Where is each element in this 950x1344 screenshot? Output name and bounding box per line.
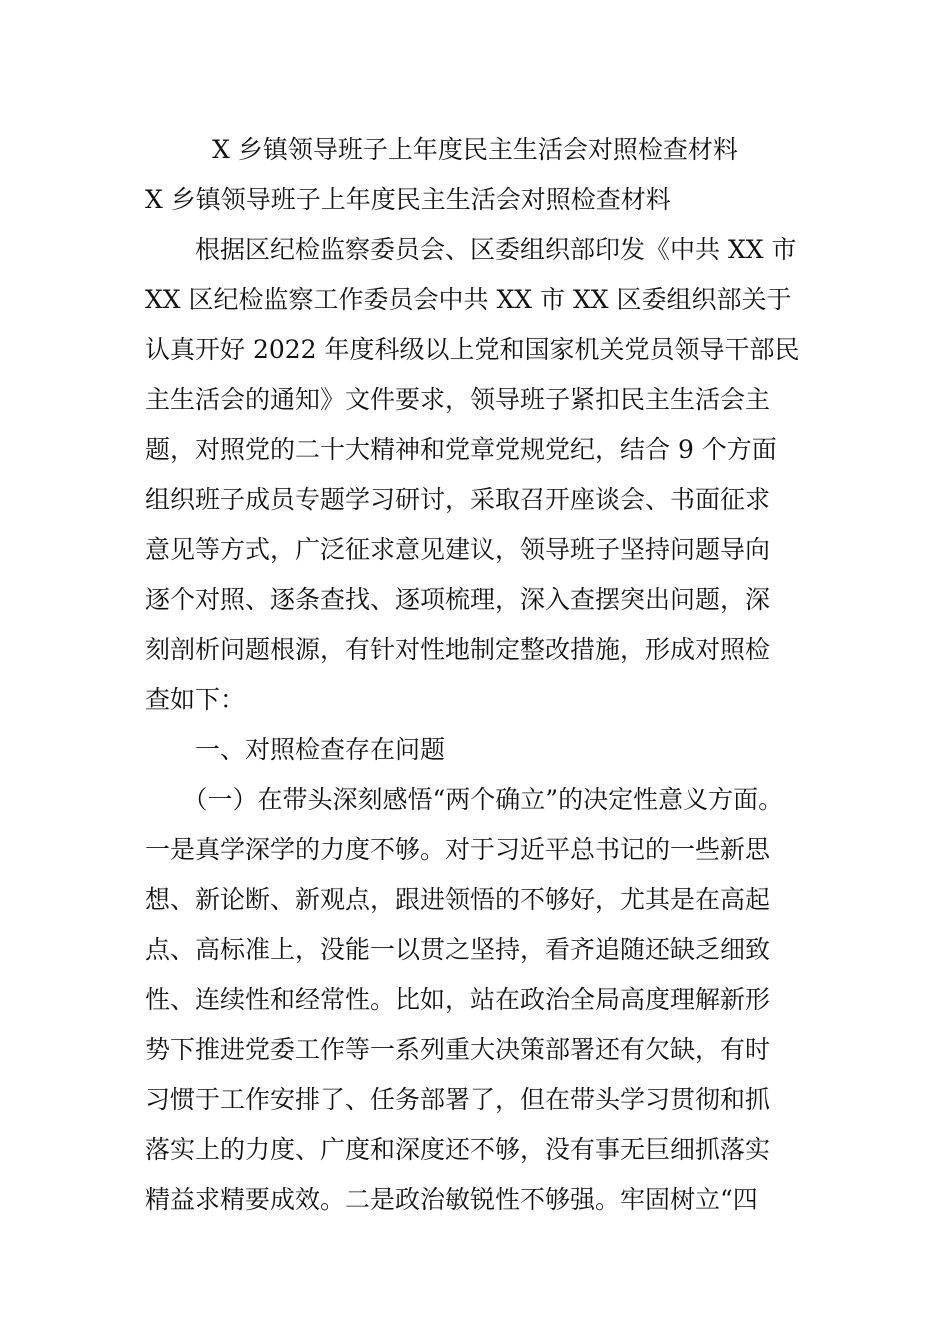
body-line: 想、新论断、新观点，跟进领悟的不够好，尤其是在高起 <box>145 885 771 914</box>
body-line: 逐个对照、逐条查找、逐项梳理，深入查摆突出问题，深 <box>145 585 771 614</box>
body-line: 点、高标准上，没能一以贯之坚持，看齐追随还缺乏细致 <box>145 935 771 964</box>
subsection-heading: （一）在带头深刻感悟“两个确立”的决定性意义方面。 <box>145 785 784 814</box>
body-line: 查如下： <box>145 685 246 714</box>
body-line: 刻剖析问题根源，有针对性地制定整改措施，形成对照检 <box>145 635 771 664</box>
body-line: 意见等方式，广泛征求意见建议，领导班子坚持问题导向 <box>145 535 771 564</box>
body-line: 落实上的力度、广度和深度还不够，没有事无巨细抓落实 <box>145 1135 771 1164</box>
body-line: 势下推进党委工作等一系列重大决策部署还有欠缺，有时 <box>145 1035 771 1064</box>
body-line: 题，对照党的二十大精神和党章党规党纪，结合 9 个方面 <box>145 435 777 464</box>
body-line: 组织班子成员专题学习研讨，采取召开座谈会、书面征求 <box>145 485 771 514</box>
body-line: 习惯于工作安排了、任务部署了，但在带头学习贯彻和抓 <box>145 1085 771 1114</box>
body-line: 主生活会的通知》文件要求，领导班子紧扣民主生活会主 <box>145 385 771 414</box>
body-line: XX 区纪检监察工作委员会中共 XX 市 XX 区委组织部关于 <box>145 285 792 314</box>
body-line: 认真开好 2022 年度科级以上党和国家机关党员领导干部民 <box>145 335 800 364</box>
section-heading: 一、对照检查存在问题 <box>145 735 446 764</box>
body-line: 根据区纪检监察委员会、区委组织部印发《中共 XX 市 <box>145 235 797 264</box>
body-line: 性、连续性和经常性。比如，站在政治全局高度理解新形 <box>145 985 771 1014</box>
document-title: X 乡镇领导班子上年度民主生活会对照检查材料 <box>212 135 738 164</box>
body-line: 精益求精要成效。二是政治敏锐性不够强。牢固树立“四 <box>145 1185 758 1214</box>
body-line: 一是真学深学的力度不够。对于习近平总书记的一些新思 <box>145 835 771 864</box>
document-subtitle: X 乡镇领导班子上年度民主生活会对照检查材料 <box>145 185 671 214</box>
